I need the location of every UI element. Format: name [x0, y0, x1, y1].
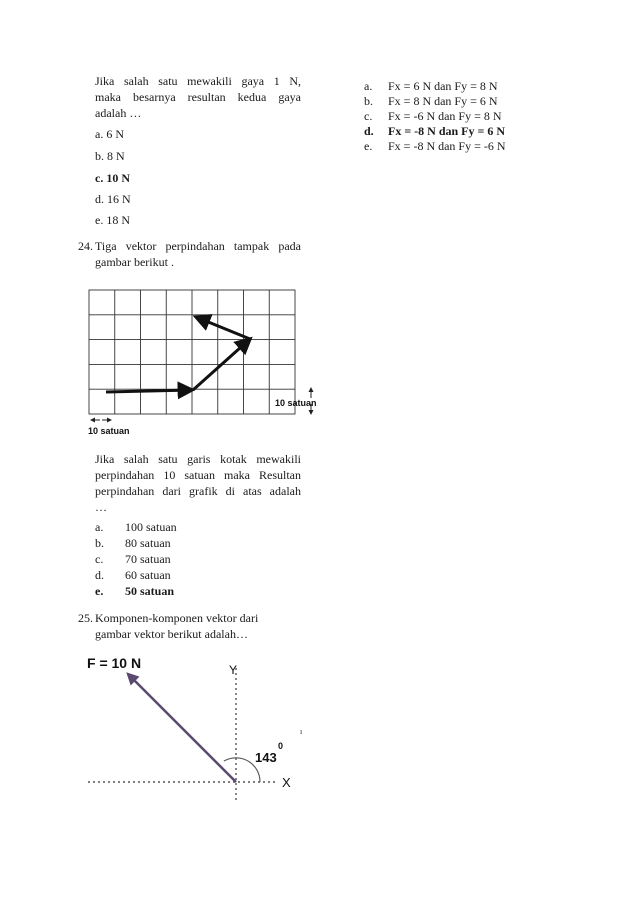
q24-option-b	[95, 536, 171, 551]
q25-text-line-1: Komponen-komponen vektor dari	[95, 611, 259, 625]
q23-option-a: a. 6 N	[95, 127, 124, 141]
option-letter: b.	[364, 94, 373, 108]
q25-option-a	[364, 79, 498, 94]
q23-option-c: c. 10 N	[95, 171, 130, 185]
option-text: 80 satuan	[125, 536, 171, 550]
force-vector-figure	[80, 650, 312, 800]
q24-text-line-1: Tiga vektor perpindahan tampak pada	[95, 239, 301, 253]
q23-text-line-1: Jika salah satu mewakili gaya 1 N,	[95, 74, 301, 88]
option-letter: e.	[95, 584, 104, 598]
q24-number: 24.	[78, 239, 93, 253]
q24-option-a	[95, 520, 177, 535]
scale-label-bottom: 10 satuan	[88, 426, 130, 436]
scale-label-right: 10 satuan	[275, 398, 317, 408]
vector-3-arrow	[196, 317, 250, 339]
q24-text-line-2: gambar berikut .	[95, 255, 174, 269]
option-text: 50 satuan	[125, 584, 175, 598]
vector-1-arrow	[106, 390, 192, 392]
q24-option-e	[95, 584, 174, 599]
stray-mark: ı	[300, 727, 303, 736]
angle-degree-label: 0	[278, 741, 284, 751]
option-text: 100 satuan	[125, 520, 177, 534]
q23-text-line-2: maka besarnya resultan kedua gaya	[95, 90, 301, 104]
q24-desc-line-3: perpindahan dari grafik di atas adalah	[95, 484, 301, 498]
option-text: Fx = 6 N dan Fy = 8 N	[388, 79, 498, 93]
option-letter: d.	[364, 124, 374, 138]
q25-option-e	[364, 139, 506, 154]
option-letter: e.	[364, 139, 373, 153]
option-letter: b.	[95, 536, 104, 550]
option-text: Fx = -8 N dan Fy = -6 N	[388, 139, 506, 153]
q24-option-d	[95, 568, 171, 583]
grid-lines	[89, 290, 295, 414]
option-letter: c.	[364, 109, 373, 123]
vector-grid-figure	[84, 284, 324, 440]
q24-desc-line-2: perpindahan 10 satuan maka Resultan	[95, 468, 301, 482]
q25-number: 25.	[78, 611, 93, 625]
force-vector-arrow	[128, 674, 236, 782]
q23-option-d: d. 16 N	[95, 192, 131, 206]
x-axis-label: X	[282, 775, 291, 790]
angle-label: 143	[255, 750, 277, 765]
q24-option-c	[95, 552, 171, 567]
option-text: 60 satuan	[125, 568, 171, 582]
q24-desc-line-4: …	[95, 500, 107, 514]
option-text: Fx = -6 N dan Fy = 8 N	[388, 109, 502, 123]
option-text: Fx = 8 N dan Fy = 6 N	[388, 94, 498, 108]
q25-option-c	[364, 109, 502, 124]
option-letter: c.	[95, 552, 104, 566]
q24-desc-line-1: Jika salah satu garis kotak mewakili	[95, 452, 301, 466]
q23-option-e: e. 18 N	[95, 213, 130, 227]
option-letter: d.	[95, 568, 104, 582]
force-label: F = 10 N	[87, 655, 142, 671]
option-letter: a.	[364, 79, 373, 93]
y-axis-label: Y	[229, 663, 238, 677]
q23-text-line-3: adalah …	[95, 106, 142, 120]
q25-option-b	[364, 94, 498, 109]
q25-option-d	[364, 124, 505, 139]
q25-text-line-2: gambar vektor berikut adalah…	[95, 627, 248, 641]
option-text: Fx = -8 N dan Fy = 6 N	[388, 124, 506, 138]
q23-option-b: b. 8 N	[95, 149, 125, 163]
option-text: 70 satuan	[125, 552, 171, 566]
option-letter: a.	[95, 520, 104, 534]
